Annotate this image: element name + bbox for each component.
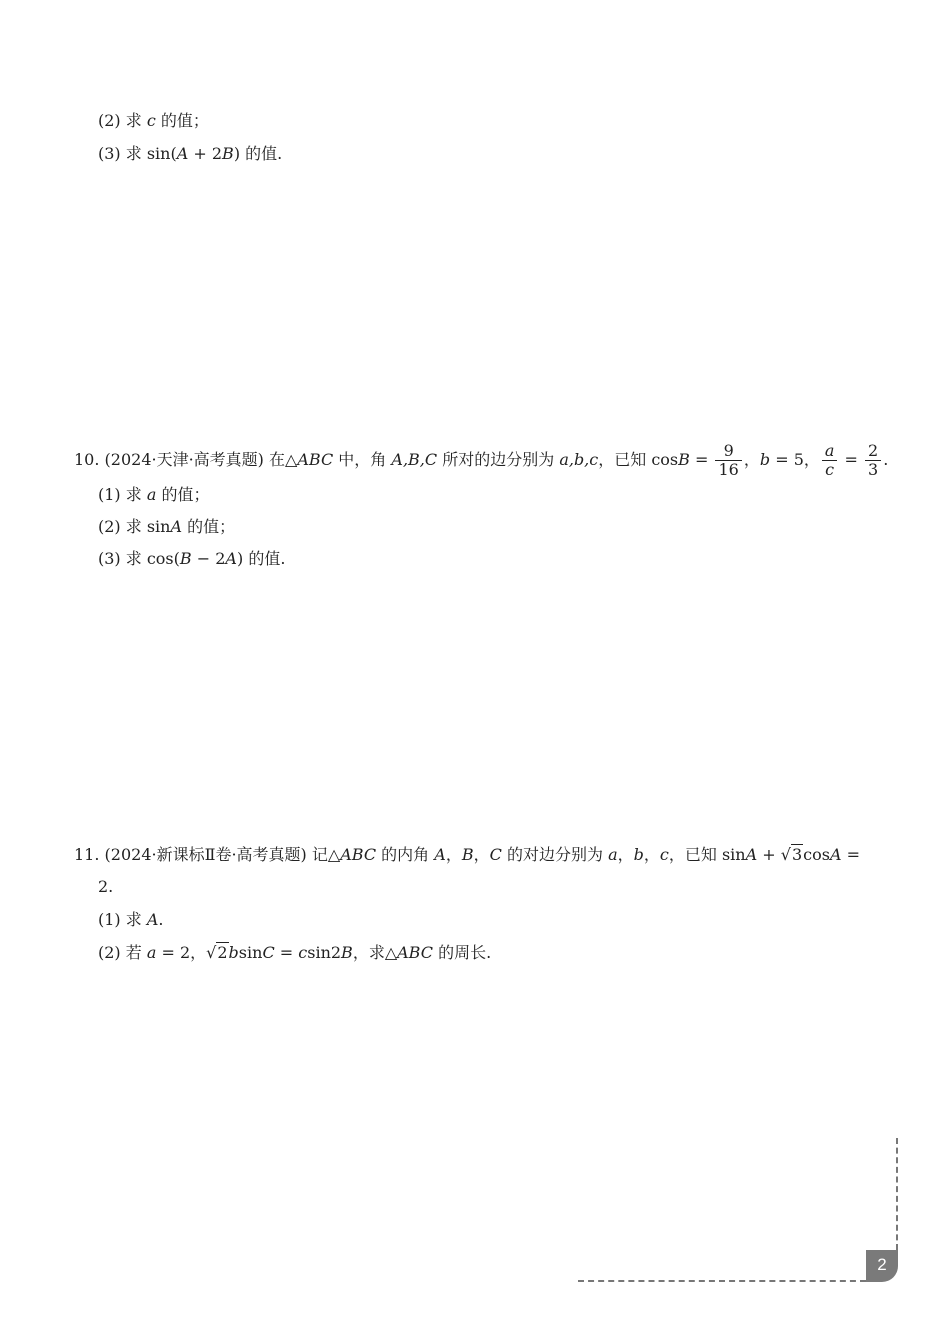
q10-cos-num: 9 <box>715 442 741 461</box>
q11-p2-eq2: = <box>274 943 299 962</box>
q9-part2-suffix: 的值； <box>155 111 209 130</box>
q11-text-1: 记△ <box>306 845 341 864</box>
q11-triangle: ABC <box>340 845 377 864</box>
q11-p2-sqrt-val: 2 <box>217 943 228 962</box>
q10-stem <box>74 440 888 480</box>
q10-p2-prefix: (2) 求 sin <box>98 517 171 536</box>
q11-eq-end: = <box>841 845 860 864</box>
q10-p2-suffix: 的值； <box>182 517 236 536</box>
q11-p1-var: A <box>146 910 159 929</box>
q10-ratio-val-num: 2 <box>865 442 881 461</box>
q11-A: A <box>434 845 446 864</box>
q11-p2-sin: sin <box>238 943 263 962</box>
page-number: 2 <box>877 1255 887 1274</box>
q11-p2-triangle: ABC <box>397 943 433 962</box>
q11-p2-eq: = 2， <box>156 943 207 962</box>
q11-p2-sqrt-sym: √ <box>206 943 217 962</box>
q10-text-4: ，已知 cos <box>598 450 679 469</box>
q11-p2-B: B <box>341 943 353 962</box>
q10-text-3: 所对的边分别为 <box>437 450 560 469</box>
q10-part3 <box>98 548 285 570</box>
q10-b-var: b <box>759 450 771 469</box>
q9-part3-prefix: (3) 求 sin( <box>98 144 177 163</box>
page-border-dashed-vertical <box>896 1138 898 1250</box>
q10-p1-var: a <box>146 485 157 504</box>
q10-cos-den: 16 <box>718 460 739 479</box>
page-number-badge <box>866 1250 898 1282</box>
q10-end: . <box>883 450 889 469</box>
q10-p1-prefix: (1) 求 <box>98 485 147 504</box>
q11-p2-a: a <box>146 943 157 962</box>
q9-part2-prefix: (2) 求 <box>98 111 147 130</box>
q10-sides: a,b,c <box>559 450 599 469</box>
q10-p3-mid: − 2 <box>191 549 226 568</box>
q9-part3 <box>98 143 282 165</box>
q10-ratio-num: a <box>822 442 838 461</box>
page-border-dashed-horizontal <box>578 1280 866 1282</box>
q9-part3-A: A <box>176 144 189 163</box>
q11-c2: ， <box>473 845 490 864</box>
q11-p2-sqrt2 <box>206 942 228 964</box>
q10-ratio-value <box>865 442 881 479</box>
q10-p1-suffix: 的值； <box>156 485 210 504</box>
q10-p3-A: A <box>225 549 237 568</box>
q10-text-2: 中，角 <box>333 450 392 469</box>
q11-number: 11. <box>74 845 100 864</box>
q10-cosB-var: B <box>678 450 690 469</box>
q11-cosA: A <box>829 845 842 864</box>
q11-p1-suffix: . <box>158 910 164 929</box>
q11-c4: ， <box>643 845 660 864</box>
q9-part3-mid: + 2 <box>188 144 223 163</box>
q9-part2 <box>98 110 209 132</box>
q11-C: C <box>489 845 502 864</box>
q11-sqrt3 <box>781 844 803 866</box>
q11-text-3: 的对边分别为 <box>501 845 609 864</box>
q11-p2-suffix: 的周长. <box>432 943 492 962</box>
q11-c3: ， <box>617 845 634 864</box>
q11-p2-b: b <box>228 943 239 962</box>
q11-sqrt-val: 3 <box>791 845 803 864</box>
q11-plus: + <box>757 845 781 864</box>
q10-ratio-val-den: 3 <box>868 460 879 479</box>
q10-number: 10. <box>74 450 100 469</box>
q10-eq: = <box>689 450 714 469</box>
q11-source: (2024·新课标Ⅱ卷·高考真题) <box>104 845 307 864</box>
q10-p2-var: A <box>170 517 183 536</box>
q11-p2-sin2: sin2 <box>307 943 342 962</box>
q10-ratio-fraction <box>822 442 838 479</box>
q11-sinA: A <box>745 845 758 864</box>
q11-stem <box>74 844 860 866</box>
q10-text-1: 在△ <box>263 450 298 469</box>
q10-p3-B: B <box>179 549 192 568</box>
q11-sqrt-sym: √ <box>780 845 791 864</box>
q11-c1: ， <box>445 845 462 864</box>
q10-sep1: ， <box>743 450 760 469</box>
q11-p2-C: C <box>262 943 275 962</box>
q10-part1 <box>98 484 209 506</box>
q10-cos-fraction <box>715 442 741 479</box>
q10-ratio-eq: = <box>839 450 863 469</box>
q9-part3-suffix: ) 的值. <box>233 144 283 163</box>
q11-part2 <box>98 942 491 964</box>
q11-p2-c: c <box>298 943 308 962</box>
q10-p3-suffix: ) 的值. <box>236 549 286 568</box>
q11-cos: cos <box>803 845 830 864</box>
q10-b-eq: = 5， <box>770 450 820 469</box>
q10-triangle: ABC <box>297 450 334 469</box>
q11-part1 <box>98 909 164 931</box>
q11-p1-prefix: (1) 求 <box>98 910 147 929</box>
q10-ratio-den: c <box>825 460 835 479</box>
q9-part3-B: B <box>222 144 234 163</box>
q10-part2 <box>98 516 235 538</box>
q10-p3-prefix: (3) 求 cos( <box>98 549 180 568</box>
q11-text-2: 的内角 <box>376 845 435 864</box>
q11-a: a <box>608 845 618 864</box>
q11-stem-line2: 2. <box>98 877 114 896</box>
q11-text-4: ，已知 sin <box>668 845 746 864</box>
q9-part2-var: c <box>146 111 156 130</box>
q10-source: (2024·天津·高考真题) <box>104 450 264 469</box>
q11-p2-mid: ，求△ <box>352 943 398 962</box>
q11-p2-prefix: (2) 若 <box>98 943 147 962</box>
q11-B: B <box>461 845 474 864</box>
q11-c: c <box>659 845 669 864</box>
q10-angles: A,B,C <box>391 450 438 469</box>
q11-b: b <box>633 845 644 864</box>
